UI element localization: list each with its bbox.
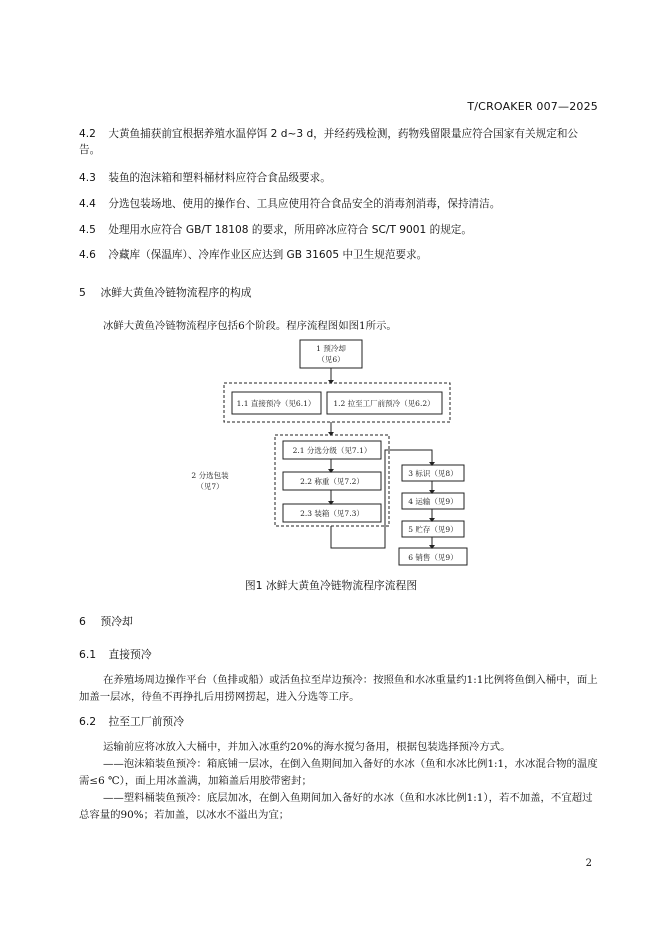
section-title: 冰鲜大黄鱼冷链物流程序的构成 xyxy=(100,286,252,299)
flow-label: 3 标识（见8） xyxy=(408,469,458,478)
section-6-heading xyxy=(79,614,133,630)
subsection-number: 6.1 xyxy=(79,648,97,661)
section-6-1-paragraph: 在养殖场周边操作平台（鱼排或船）或活鱼拉至岸边预冷：按照鱼和水冰重量约1:1比例将鱼倒入桶中，面上加盖一层冰，待鱼不再挣扎后用捞网捞起，进入分选等工序。 xyxy=(79,674,598,703)
section-title: 预冷却 xyxy=(100,615,133,628)
flow-label: （见6） xyxy=(317,355,345,364)
subsection-title: 拉至工厂前预冷 xyxy=(108,715,185,728)
clause-number: 4.4 xyxy=(79,198,96,210)
flow-arrowhead xyxy=(328,380,334,384)
clause-text: 装鱼的泡沫箱和塑料桶材料应符合食品级要求。 xyxy=(108,172,331,184)
section-5-paragraph: 冰鲜大黄鱼冷链物流程序包括6个阶段。程序流程图如图1所示。 xyxy=(103,320,397,332)
clause-number: 4.3 xyxy=(79,172,96,184)
subsection-title: 直接预冷 xyxy=(108,648,152,661)
flow-label: 1 预冷却 xyxy=(316,344,346,353)
foam-box-precooling-item: ——泡沫箱装鱼预冷：箱底铺一层冰，在倒入鱼期间加入备好的水冰（鱼和水冰比例1:1，水冰混合物的温度需≤6 ℃），面上用冰盖满，加箱盖后用胶带密封； xyxy=(79,758,598,787)
flow-label: 4 运输（见9） xyxy=(408,497,458,506)
clause-text: 大黄鱼捕获前宜根据养殖水温停饵 2 d~3 d，并经药残检测，药物残留限量应符合国家有关规定和公告。 xyxy=(79,128,579,156)
clause-text: 分选包装场地、使用的操作台、工具应使用符合食品安全的消毒剂消毒，保持清洁。 xyxy=(108,198,501,210)
clause-text: 冷藏库（保温库）、冷库作业区应达到 GB 31605 中卫生规范要求。 xyxy=(108,249,428,261)
section-6-2-paragraph: 运输前应将冰放入大桶中，并加入冰重约20%的海水搅匀备用，根据包装选择预冷方式。 xyxy=(103,741,511,753)
clause-text: 处理用水应符合 GB/T 18108 的要求，所用碎冰应符合 SC/T 9001 的规定。 xyxy=(108,224,472,236)
figure-caption: 图1 冰鲜大黄鱼冷链物流程序流程图 xyxy=(244,579,418,592)
flow-label: 2 分选包装 xyxy=(191,471,229,480)
subsection-6-1-heading xyxy=(79,647,152,663)
clause-number: 4.6 xyxy=(79,249,96,261)
document-header-id: T/CROAKER 007—2025 xyxy=(467,100,598,113)
flow-label: 2.1 分选分级（见7.1） xyxy=(292,446,372,455)
flow-label: 5 贮存（见9） xyxy=(408,525,458,534)
plastic-bucket-precooling-item: ——塑料桶装鱼预冷：底层加冰，在倒入鱼期间加入备好的水冰（鱼和水冰比例1:1），若不加盖，不宜超过总容量的90%；若加盖，以冰水不溢出为宜； xyxy=(79,792,593,821)
clause-number: 4.5 xyxy=(79,224,96,236)
flow-label: 2.2 称重（见7.2） xyxy=(300,477,364,486)
flow-label: 1.2 拉至工厂前预冷（见6.2） xyxy=(333,399,435,408)
flow-label: 1.1 直接预冷（见6.1） xyxy=(236,399,316,408)
section-number: 6 xyxy=(79,615,86,628)
flow-label: 6 销售（见9） xyxy=(408,553,458,562)
flow-label: （见7） xyxy=(196,482,224,491)
page-number: 2 xyxy=(585,858,592,869)
section-number: 5 xyxy=(79,286,86,299)
subsection-6-2-heading xyxy=(79,714,184,730)
clause-number: 4.2 xyxy=(79,128,96,140)
flow-arrowhead xyxy=(328,432,334,436)
subsection-number: 6.2 xyxy=(79,715,97,728)
flow-label: 2.3 装箱（见7.3） xyxy=(300,509,364,518)
